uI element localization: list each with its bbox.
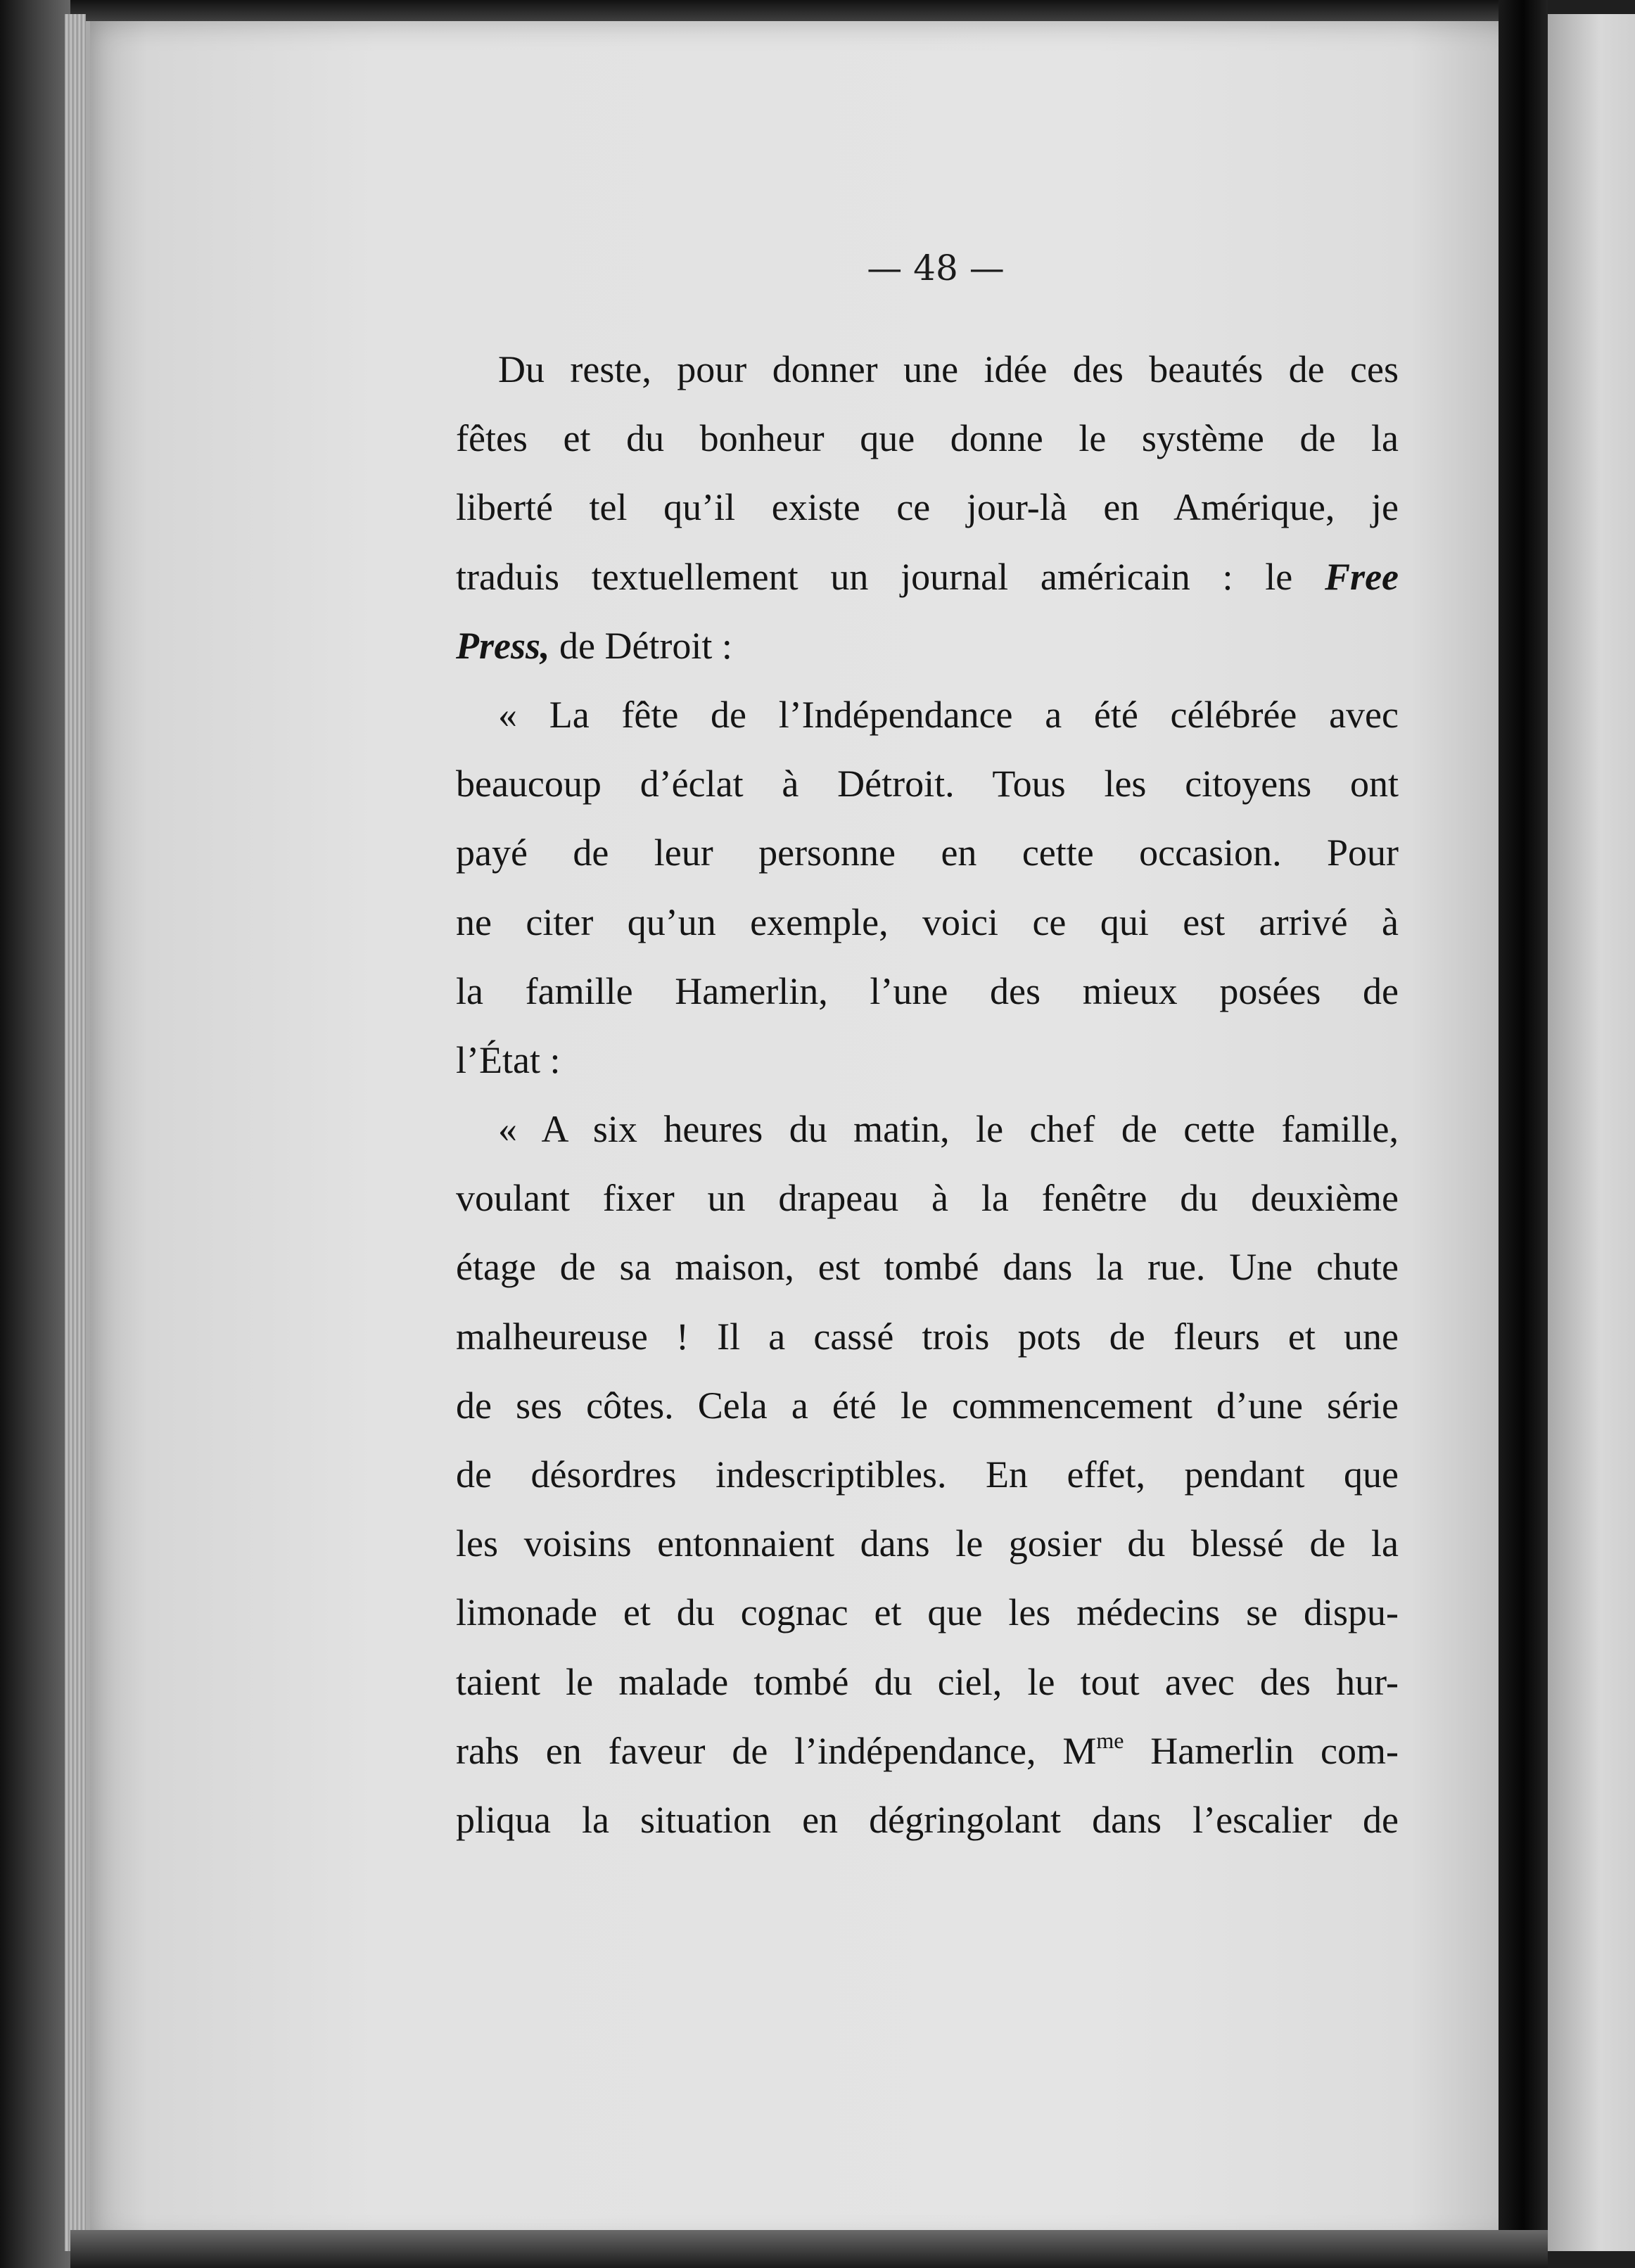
text-line-text: Du reste, pour donner une idée des beautés de ces (498, 348, 1399, 390)
text-line-italic: Press, (456, 624, 550, 667)
text-line-post: de Détroit : (549, 624, 732, 667)
text-line-text: la famille Hamerlin, l’une des mieux posées de (456, 969, 1399, 1012)
text-line (456, 1578, 1399, 1647)
text-line (456, 1232, 1399, 1301)
text-line-text: fêtes et du bonheur que donne le système de la (456, 417, 1399, 460)
text-line-text: de désordres indescriptibles. En effet, pendant que (456, 1453, 1399, 1496)
text-line-text: voulant fixer un drapeau à la fenêtre du deuxième (456, 1177, 1399, 1220)
text-line (456, 1716, 1399, 1785)
text-line-text: beaucoup d’éclat à Détroit. Tous les citoyens ont (456, 763, 1399, 805)
text-line-text: l’État : (456, 1038, 561, 1081)
text-line-italic: Free (1325, 555, 1399, 598)
text-line-text: les voisins entonnaient dans le gosier du blessé de la (456, 1522, 1399, 1565)
text-line (456, 1026, 1399, 1095)
book-bottom-edge (70, 2230, 1548, 2268)
text-line-text: pliqua la situation en dégringolant dans l’escalier de (456, 1798, 1399, 1841)
text-line (456, 473, 1399, 542)
body-text (456, 335, 1399, 1854)
text-line-text: ne citer qu’un exemple, voici ce qui est arrivé à (456, 900, 1399, 943)
text-line-text: étage de sa maison, est tombé dans la rue. Une chute (456, 1246, 1399, 1289)
text-line (456, 611, 1399, 680)
text-line-pre: rahs en faveur de l’indépendance, M (456, 1729, 1097, 1772)
text-line-text: payé de leur personne en cette occasion. Pour (456, 832, 1399, 874)
page-number: — 48 — (867, 248, 1005, 288)
text-line-text: liberté tel qu’il existe ce jour-là en Amérique, je (456, 486, 1399, 529)
text-line (456, 1785, 1399, 1854)
text-line-post: Hamerlin com- (1124, 1729, 1399, 1772)
text-line-pre: traduis textuellement un journal américain : le (456, 555, 1325, 598)
text-line (456, 1440, 1399, 1509)
text-line (456, 1302, 1399, 1371)
text-line-text: de ses côtes. Cela a été le commencement d’une série (456, 1384, 1399, 1427)
text-line (456, 542, 1399, 611)
text-line (456, 1371, 1399, 1440)
text-line (456, 749, 1399, 818)
text-line (456, 818, 1399, 887)
text-line-text: limonade et du cognac et que les médecins se dispu- (456, 1591, 1399, 1634)
text-line (456, 888, 1399, 957)
book-gutter (1499, 0, 1548, 2268)
text-line (456, 680, 1399, 749)
page-stack-edge (65, 14, 86, 2251)
text-line (456, 335, 1399, 404)
text-line (456, 1648, 1399, 1716)
text-line (456, 1509, 1399, 1578)
facing-page-edge (1548, 14, 1635, 2251)
text-line-text: taient le malade tombé du ciel, le tout avec des hur- (456, 1660, 1399, 1703)
text-line-text: « La fête de l’Indépendance a été célébrée avec (498, 693, 1399, 736)
text-line (456, 957, 1399, 1026)
text-line (456, 404, 1399, 473)
text-line-sup: me (1096, 1727, 1124, 1753)
text-line-text: « A six heures du matin, le chef de cette famille, (498, 1108, 1399, 1151)
text-line (456, 1095, 1399, 1164)
text-line (456, 1164, 1399, 1232)
text-line-text: malheureuse ! Il a cassé trois pots de fleurs et une (456, 1315, 1399, 1358)
